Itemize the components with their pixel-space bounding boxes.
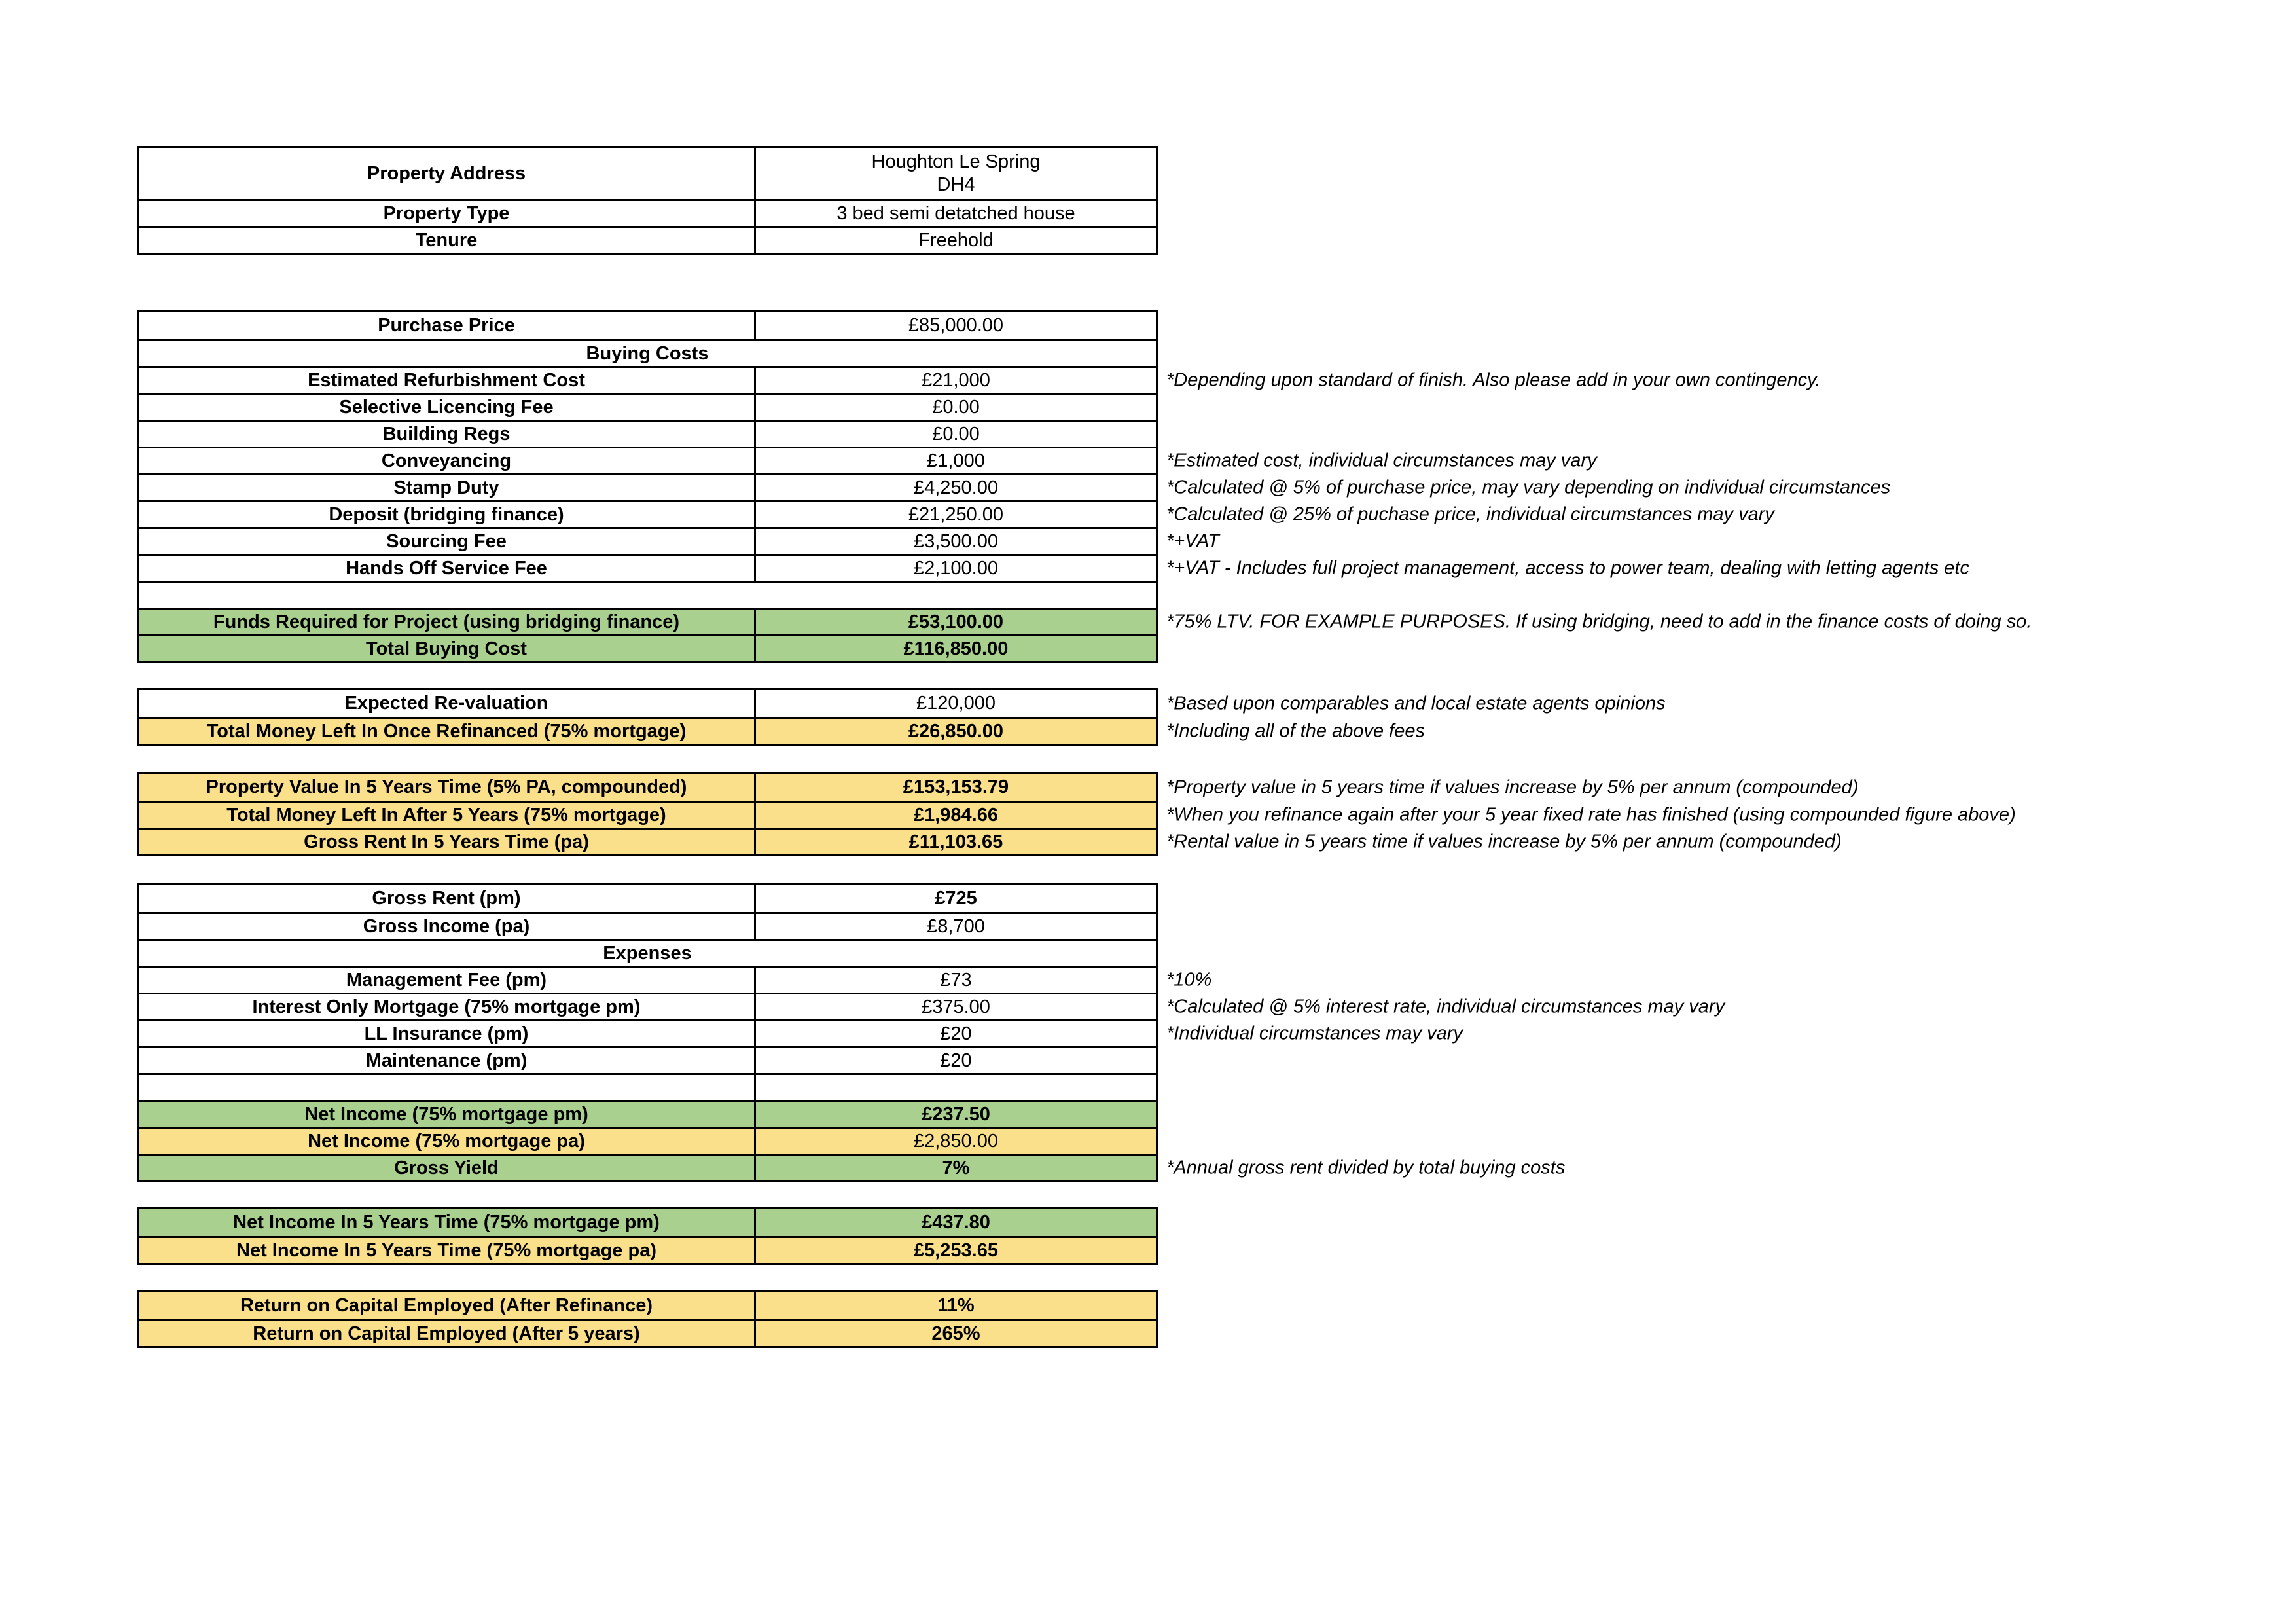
net-income-5yr-pm-label: Net Income In 5 Years Time (75% mortgage pm): [139, 1209, 756, 1236]
purchase-price-label: Purchase Price: [139, 312, 756, 339]
purchase-price-row: [139, 312, 1156, 339]
gross-income-label: Gross Income (pa): [139, 914, 756, 939]
gross-yield-label: Gross Yield: [139, 1156, 756, 1180]
expected-revaluation-label: Expected Re-valuation: [139, 690, 756, 717]
refurbishment-cost-label: Estimated Refurbishment Cost: [139, 368, 756, 393]
money-left-after-5-years-note: *When you refinance again after your 5 year fixed rate has finished (using compounded figure above): [1166, 804, 2016, 826]
interest-only-mortgage-note: *Calculated @ 5% interest rate, individual circumstances may vary: [1166, 996, 1725, 1017]
ll-insurance-row: [139, 1019, 1463, 1046]
selective-licencing-label: Selective Licencing Fee: [139, 395, 756, 420]
stamp-duty-row: [139, 473, 1891, 500]
maintenance-label: Maintenance (pm): [139, 1048, 756, 1073]
net-income-pm-row: [139, 1100, 1156, 1127]
sourcing-fee-note: *+VAT: [1166, 530, 1219, 552]
expected-revaluation-note: *Based upon comparables and local estate agents opinions: [1166, 693, 1666, 714]
management-fee-row: [139, 966, 1212, 993]
sourcing-fee-label: Sourcing Fee: [139, 529, 756, 554]
total-buying-cost-value: £116,850.00: [903, 638, 1009, 659]
refurbishment-note: *Depending upon standard of finish. Also please add in your own contingency.: [1166, 369, 1821, 391]
funds-required-value: £53,100.00: [908, 611, 1004, 632]
expected-revaluation-row: [139, 690, 1666, 717]
sourcing-fee-row: [139, 527, 1219, 554]
roce-after-5-years-value: 265%: [931, 1322, 980, 1344]
expenses-header-row: [139, 939, 1156, 966]
buying-costs-header-row: [139, 339, 1156, 366]
roce-table: [137, 1290, 1158, 1348]
conveyancing-value: £1,000: [927, 450, 985, 471]
tenure-label: Tenure: [139, 228, 756, 253]
property-info-table: [137, 146, 1158, 255]
stamp-duty-value: £4,250.00: [913, 477, 998, 498]
address-line-1: Houghton Le Spring: [871, 151, 1041, 172]
expenses-header: Expenses: [603, 942, 692, 964]
gross-rent-in-5-years-label: Gross Rent In 5 Years Time (pa): [139, 830, 756, 854]
refinance-table: [137, 688, 1666, 746]
value-in-5-years-value: £153,153.79: [903, 776, 1009, 797]
ll-insurance-value: £20: [940, 1023, 972, 1044]
management-fee-label: Management Fee (pm): [139, 968, 756, 993]
money-left-after-5-years-label: Total Money Left In After 5 Years (75% mortgage): [139, 803, 756, 828]
net-income-pa-label: Net Income (75% mortgage pa): [139, 1129, 756, 1154]
selective-licencing-value: £0.00: [932, 396, 980, 418]
roce-after-refinance-value: 11%: [937, 1295, 975, 1316]
net-income-5yr-pa-label: Net Income In 5 Years Time (75% mortgage pa): [139, 1238, 756, 1263]
tenure-row: [139, 226, 1156, 253]
value-in-5-years-row: [139, 774, 1859, 801]
sourcing-fee-value: £3,500.00: [913, 530, 998, 552]
buying-costs-header: Buying Costs: [586, 342, 709, 364]
spacer-row: [139, 581, 1156, 608]
net-income-5yr-pa-value: £5,253.65: [913, 1239, 998, 1261]
selective-licencing-row: [139, 393, 1156, 420]
total-buying-cost-label: Total Buying Cost: [139, 636, 756, 661]
gross-rent-in-5-years-value: £11,103.65: [908, 831, 1003, 852]
funds-required-label: Funds Required for Project (using bridging finance): [139, 610, 756, 634]
ll-insurance-label: LL Insurance (pm): [139, 1021, 756, 1046]
refurbishment-cost-row: [139, 366, 1821, 393]
deposit-row: [139, 500, 1774, 527]
interest-only-mortgage-row: [139, 993, 1725, 1019]
net-income-pa-row: [139, 1127, 1156, 1154]
property-address-label: Property Address: [139, 148, 756, 199]
total-buying-cost-row: [139, 634, 1156, 661]
roce-after-5-years-row: [139, 1319, 1156, 1346]
hands-off-fee-label: Hands Off Service Fee: [139, 556, 756, 581]
gross-yield-value: 7%: [942, 1157, 970, 1178]
stamp-duty-label: Stamp Duty: [139, 475, 756, 500]
tenure-value: Freehold: [918, 229, 994, 251]
net-income-5yr-pa-row: [139, 1236, 1156, 1263]
value-in-5-years-note: *Property value in 5 years time if values increase by 5% per annum (compounded): [1166, 776, 1859, 797]
buying-costs-table: [137, 310, 2032, 663]
management-fee-value: £73: [940, 969, 972, 991]
money-left-refinanced-label: Total Money Left In Once Refinanced (75% mortgage): [139, 719, 756, 744]
conveyancing-label: Conveyancing: [139, 448, 756, 473]
net-income-pa-value: £2,850.00: [913, 1130, 998, 1152]
property-address-value: [756, 148, 1156, 199]
gross-yield-note: *Annual gross rent divided by total buying costs: [1166, 1157, 1566, 1178]
money-left-after-5-years-value: £1,984.66: [913, 804, 998, 826]
roce-after-refinance-label: Return on Capital Employed (After Refinance): [139, 1292, 756, 1319]
hands-off-fee-row: [139, 554, 1969, 581]
value-in-5-years-label: Property Value In 5 Years Time (5% PA, compounded): [139, 774, 756, 801]
conveyancing-row: [139, 447, 1597, 473]
deposit-label: Deposit (bridging finance): [139, 502, 756, 527]
gross-rent-label: Gross Rent (pm): [139, 885, 756, 912]
stamp-duty-note: *Calculated @ 5% of purchase price, may vary depending on individual circumstances: [1166, 477, 1891, 498]
conveyancing-note: *Estimated cost, individual circumstances may vary: [1166, 450, 1597, 471]
funds-required-row: [139, 608, 2032, 634]
property-type-row: [139, 199, 1156, 226]
expected-revaluation-value: £120,000: [916, 693, 996, 714]
net-income-pm-label: Net Income (75% mortgage pm): [139, 1102, 756, 1127]
gross-income-row: [139, 912, 1156, 939]
maintenance-value: £20: [940, 1049, 972, 1071]
building-regs-row: [139, 420, 1156, 447]
gross-rent-in-5-years-row: [139, 828, 1842, 854]
money-left-after-5-years-row: [139, 801, 2016, 828]
gross-rent-row: [139, 885, 1156, 912]
deposit-note: *Calculated @ 25% of puchase price, individual circumstances may vary: [1166, 503, 1774, 525]
building-regs-value: £0.00: [932, 423, 980, 445]
hands-off-fee-value: £2,100.00: [913, 557, 998, 579]
money-left-refinanced-value: £26,850.00: [908, 720, 1004, 742]
property-address-row: [139, 148, 1156, 199]
interest-only-mortgage-label: Interest Only Mortgage (75% mortgage pm): [139, 994, 756, 1019]
property-type-value: 3 bed semi detatched house: [836, 202, 1075, 224]
spacer-row: [139, 1073, 1156, 1100]
five-year-value-table: [137, 772, 2016, 856]
refurbishment-cost-value: £21,000: [922, 369, 990, 391]
gross-rent-value: £725: [935, 888, 977, 909]
roce-after-5-years-label: Return on Capital Employed (After 5 years): [139, 1321, 756, 1346]
deposit-value: £21,250.00: [908, 503, 1004, 525]
hands-off-fee-note: *+VAT - Includes full project management, access to power team, dealing with letting agents etc: [1166, 557, 1969, 579]
property-type-label: Property Type: [139, 201, 756, 226]
ll-insurance-note: *Individual circumstances may vary: [1166, 1023, 1463, 1044]
gross-yield-row: [139, 1154, 1566, 1180]
five-year-income-table: [137, 1207, 1158, 1265]
net-income-5yr-pm-row: [139, 1209, 1156, 1236]
money-left-refinanced-note: *Including all of the above fees: [1166, 720, 1425, 742]
gross-rent-in-5-years-note: *Rental value in 5 years time if values increase by 5% per annum (compounded): [1166, 831, 1842, 852]
income-expenses-table: [137, 883, 1725, 1182]
money-left-refinanced-row: [139, 717, 1425, 744]
maintenance-row: [139, 1046, 1156, 1073]
interest-only-mortgage-value: £375.00: [922, 996, 990, 1017]
net-income-5yr-pm-value: £437.80: [922, 1212, 990, 1233]
purchase-price-value: £85,000.00: [908, 315, 1004, 336]
net-income-pm-value: £237.50: [922, 1103, 990, 1125]
roce-after-refinance-row: [139, 1292, 1156, 1319]
building-regs-label: Building Regs: [139, 422, 756, 447]
management-fee-note: *10%: [1166, 969, 1212, 991]
deal-analysis-sheet: [137, 146, 2032, 1348]
gross-income-value: £8,700: [927, 915, 985, 937]
address-line-2: DH4: [937, 174, 975, 195]
funds-required-note: *75% LTV. FOR EXAMPLE PURPOSES. If using bridging, need to add in the finance costs of doing so.: [1166, 611, 2032, 632]
